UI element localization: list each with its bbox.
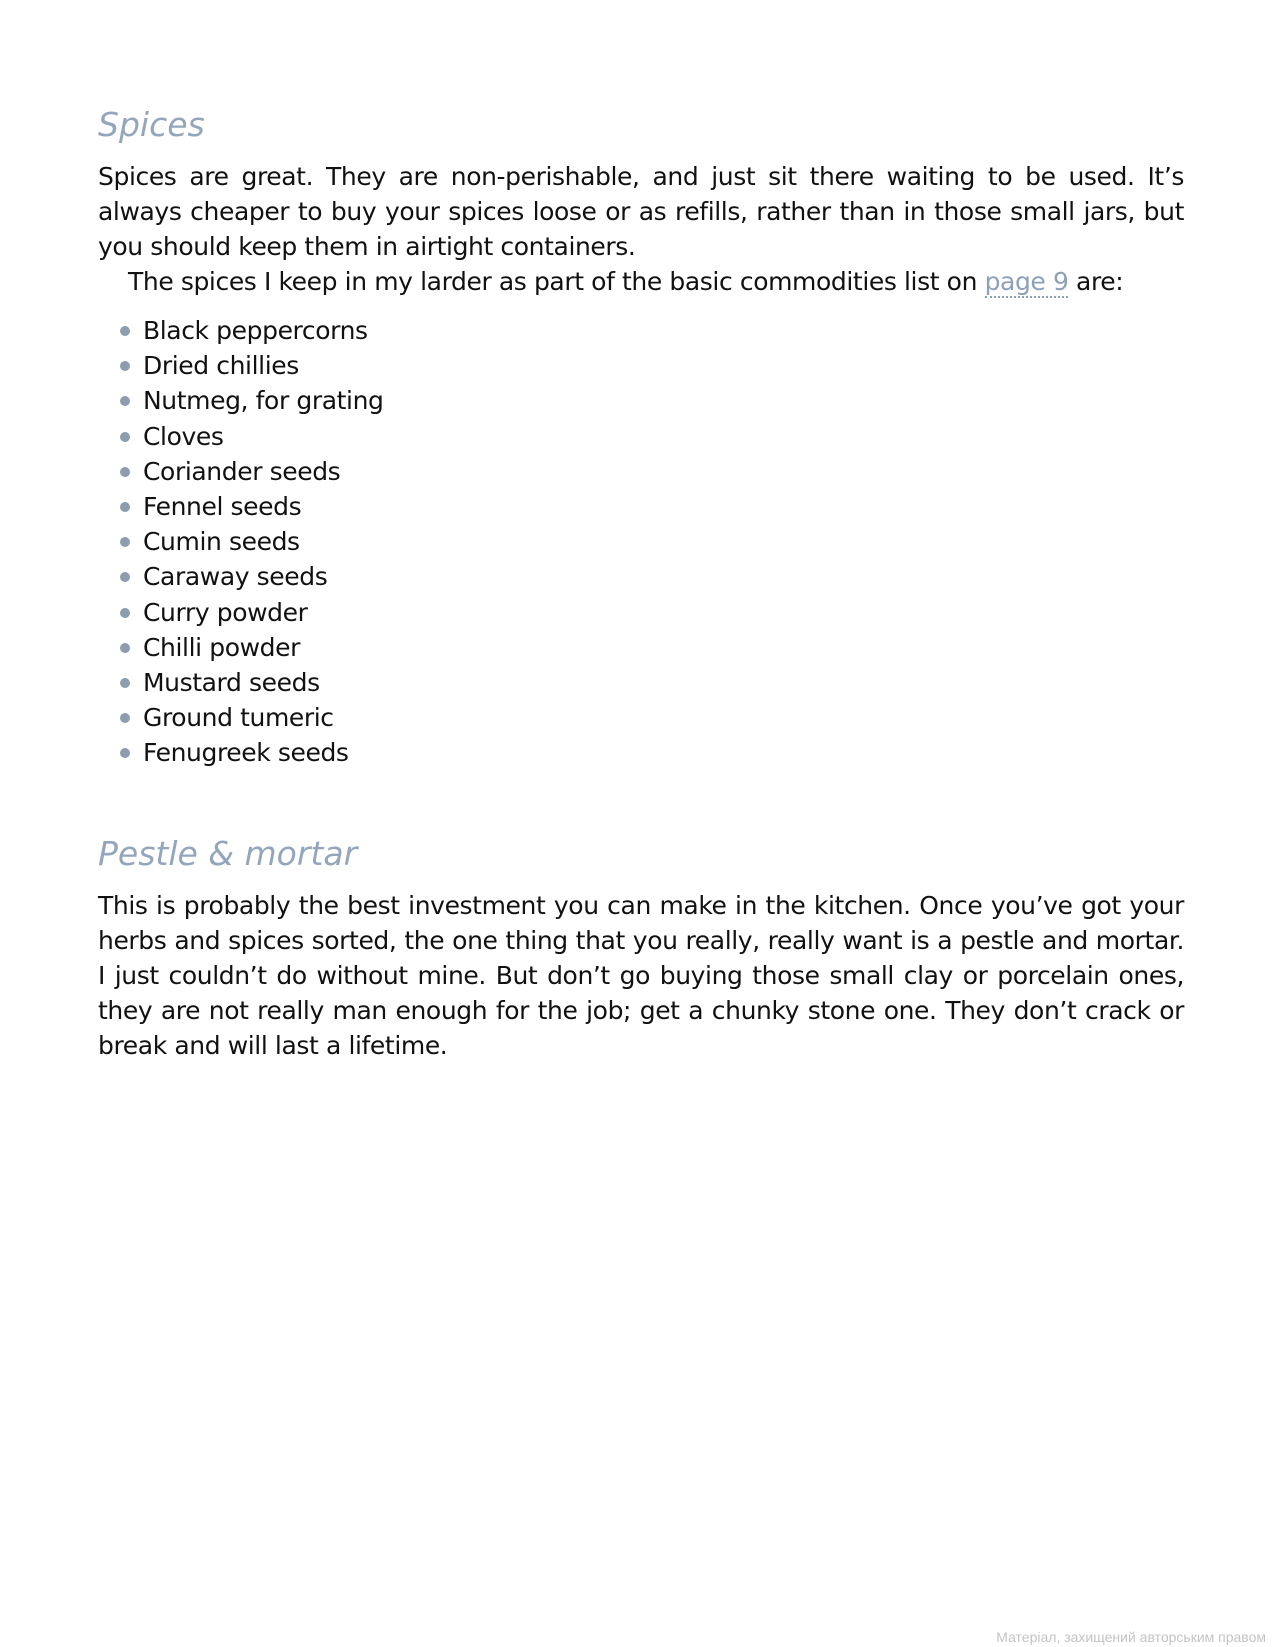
list-item	[120, 419, 1184, 454]
copyright-watermark: Матеріал, захищений авторським правом	[996, 1629, 1266, 1645]
list-item-label: Fennel seeds	[143, 492, 302, 522]
bullet-icon	[120, 502, 130, 512]
list-item-label: Cumin seeds	[143, 527, 300, 557]
list-item	[120, 665, 1184, 700]
list-item-label: Dried chillies	[143, 351, 299, 381]
page-9-link[interactable]: page 9	[984, 267, 1069, 296]
bullet-icon	[120, 361, 130, 371]
list-item	[120, 383, 1184, 418]
list-item-label: Coriander seeds	[143, 456, 341, 486]
bullet-icon	[120, 643, 130, 653]
list-item-label: Black peppercorns	[143, 316, 368, 345]
bullet-icon	[120, 537, 130, 547]
list-item	[120, 559, 1184, 594]
page-content	[98, 98, 1184, 1063]
bullet-icon	[120, 572, 130, 582]
list-item-label: Curry powder	[143, 597, 308, 627]
list-item	[120, 348, 1184, 383]
bullet-icon	[120, 713, 130, 723]
bullet-icon	[120, 748, 130, 758]
list-item	[120, 700, 1184, 735]
bullet-icon	[120, 467, 130, 477]
list-item-label: Nutmeg, for grating	[143, 386, 384, 416]
list-item	[120, 524, 1184, 559]
bullet-icon	[120, 678, 130, 688]
list-item	[120, 489, 1184, 524]
bullet-icon	[120, 326, 130, 336]
list-item-label: Mustard seeds	[143, 668, 320, 698]
list-item-label: Chilli powder	[143, 632, 300, 662]
list-item	[120, 595, 1184, 630]
spices-list-intro-paragraph	[98, 264, 1184, 299]
list-item-label: Fenugreek seeds	[143, 738, 349, 768]
list-item	[120, 630, 1184, 665]
list-item	[120, 454, 1184, 489]
list-item-label: Ground tumeric	[143, 703, 334, 733]
spice-list	[98, 313, 1184, 771]
spices-intro-paragraph: Spices are great. They are non-perishable, and just sit there waiting to be used. It’s always cheaper to buy your spices loose or as refills, rather than in those small jars, but you should keep them in airtight containers.	[98, 162, 1184, 261]
bullet-icon	[120, 608, 130, 618]
list-item-label: Caraway seeds	[143, 562, 328, 592]
list-item	[120, 313, 1184, 348]
bullet-icon	[120, 432, 130, 442]
spices-list-intro-end: are:	[1068, 267, 1124, 296]
list-item-label: Cloves	[143, 421, 224, 451]
section-heading-spices: Spices	[98, 105, 205, 144]
section-heading-pestle-mortar: Pestle & mortar	[98, 833, 358, 873]
pestle-mortar-paragraph: This is probably the best investment you can make in the kitchen. Once you’ve got your herbs and spices sorted, the one thing that you really, really want is a pestle and mortar. I just couldn’t do without mine. But don’t go buying those small clay or porcelain ones, they are not really man enough for the job; get a chunky stone one. They don’t crack or break and will last a lifetime.	[98, 890, 1184, 1060]
spices-list-intro-text: The spices I keep in my larder as part of the basic commodities list on	[128, 267, 985, 296]
list-item	[120, 735, 1184, 770]
bullet-icon	[120, 396, 130, 406]
